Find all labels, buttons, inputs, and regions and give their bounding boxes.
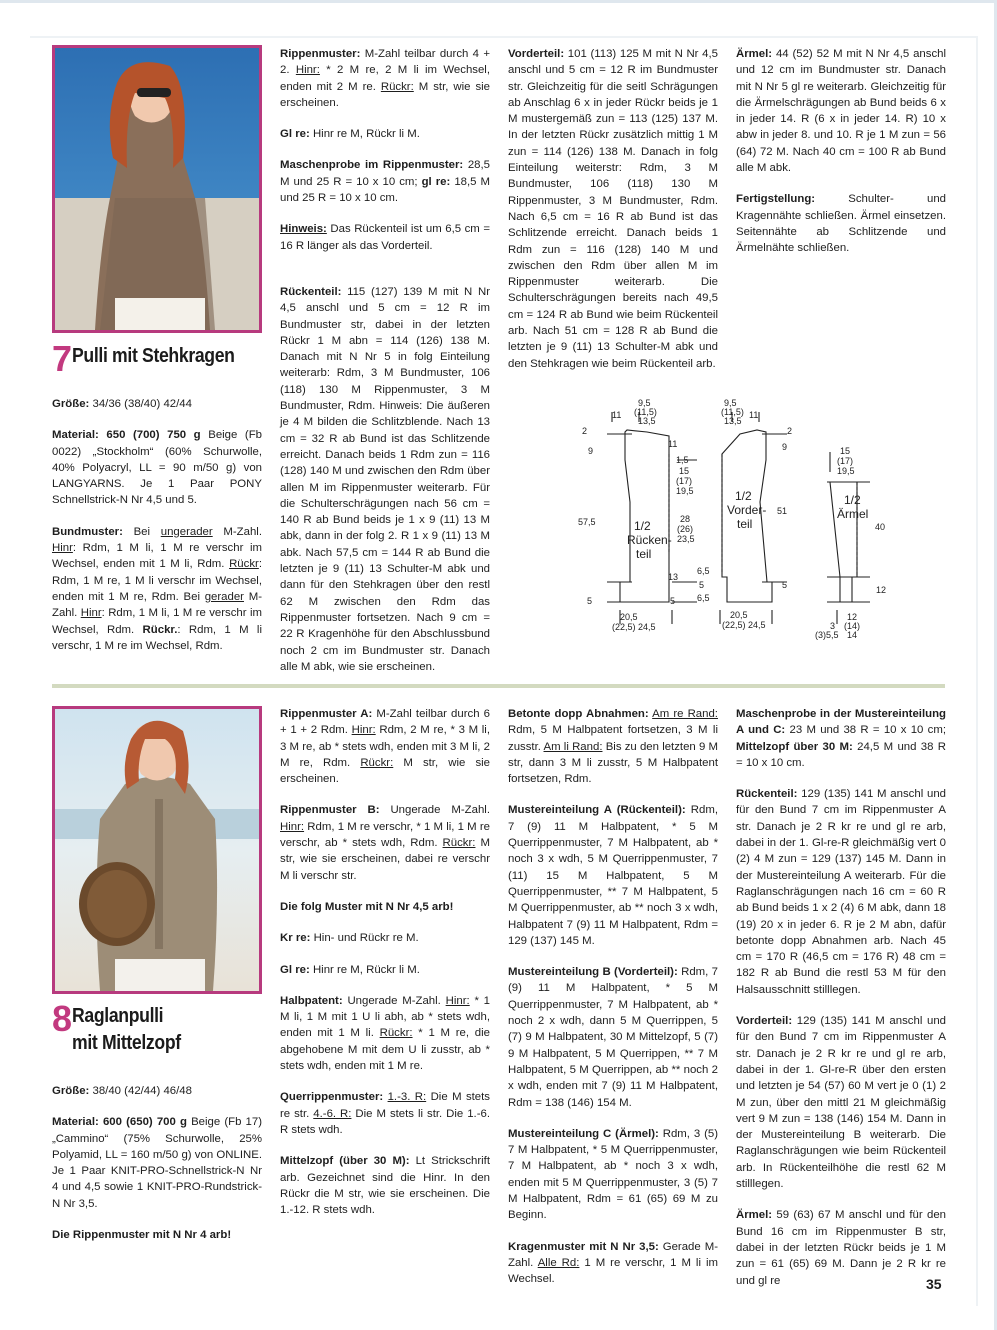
pattern8-title-line1: Raglanpulli	[72, 1004, 164, 1027]
p8-mp-label: Maschenprobe in der Mustereinteilung A und C:	[736, 708, 946, 737]
schem-m: 40	[875, 522, 886, 532]
schem-m: 9	[588, 446, 594, 456]
schem-m: 5	[670, 596, 676, 606]
p8-quer-r13: 1.-3. R:	[387, 1091, 427, 1104]
schem-m: 9	[782, 442, 788, 452]
schem-m: 1,5	[676, 455, 689, 465]
p7-ruecken-label: Rückenteil:	[280, 285, 342, 298]
p8-folg-muster: Die folg Muster mit N Nr 4,5 arb!	[280, 900, 454, 913]
p8-ripB-rueckr: Rückr:	[442, 837, 476, 850]
schem-m: (11,5)	[721, 407, 744, 417]
p7-rippen-rueckr: Rückr:	[380, 80, 414, 93]
schem-m: 15	[840, 446, 851, 456]
p8-bet-text: Rdm, 5 M Halbpatent fortsetzen, 3 M li zusstr.	[508, 724, 718, 753]
p8-bet-text: Bis zu den letzten 9 M str, dann 3 M li zusstr, 5 M Halbpatent fortsetzen, Rdm.	[508, 740, 718, 786]
p8-ripA-text: M-Zahl teilbar durch 6 + 1 + 2 Rdm.	[280, 708, 490, 737]
schem-m: (26)	[677, 524, 694, 534]
p8-krre-label: Kr re:	[280, 932, 311, 945]
schem-m: 23,5	[677, 534, 695, 544]
schem-m: 6,5	[697, 593, 710, 603]
p8-halb-label: Halbpatent:	[280, 994, 343, 1007]
p7-aermel-text: 44 (52) 52 M mit N Nr 4,5 anschl und 12 cm im Bundmuster str. Danach mit N Nr 5 gl re weiterarb. Gleichzeitig für die Ärmelschrägungen ab Bund beids 6 x in jeder 14. R (6 x in jeder 14. R) 10 x abw in jeder 8. und 10. R je 1 M zun = 56 (64) 72 M. Nach 40 cm = 100 R ab Bund alle M abk.	[736, 48, 947, 175]
p7-bund-hinr2: Hinr	[80, 607, 102, 620]
schem-m: (22,5) 24,5	[722, 620, 766, 630]
p8-mA-text: Rdm, 7 (9) 11 M Halbpatent, * 5 M Querrippenmuster, 7 M Halbpatent, ab * noch 3 x wdh, 5 M Querrippenmuster, 7 (11) 15 M Halbpatent, 5 M Querrippenmuster, ** 7 M Halbpatent, 5 M Querrippenmuster, ab ** noch 3 x wdh, Halbpatent 7 (9) 11 M Halbpatent, Rdm = 129 (137) 145 M.	[508, 804, 718, 947]
schem-m: 5	[587, 596, 593, 606]
p8-ripA-text: Rdm, 2 M re, * 3 M li, 3 M re, ab * stets wdh, enden mit 3 M li, 2 M re, Rdm.	[280, 724, 490, 769]
p7-hinweis-text: Das Rückenteil ist um 6,5 cm = 16 R länger als das Vorderteil.	[280, 223, 490, 252]
p7-bund-text: Bei	[133, 525, 151, 538]
photo-image-8	[55, 709, 259, 991]
pattern7-number: 7	[52, 338, 72, 379]
p7-groesse: 34/36 (38/40) 42/44	[92, 398, 192, 410]
schem-back-label-2: Rücken-	[627, 533, 672, 547]
p8-glre-text: Hinr re M, Rückr li M.	[312, 963, 420, 976]
p8-halb-text: * 1 M re, die abgehobene M mit dem U li zusstr, ab * stets wdh, enden mit 1 M re.	[280, 1027, 490, 1073]
schem-m: 51	[777, 506, 788, 516]
schem-m: 5	[782, 580, 788, 590]
p8-groesse-label: Größe:	[52, 1085, 90, 1097]
page-number: 35	[926, 1276, 942, 1292]
p8-bet-am-re: Am re Rand:	[652, 708, 718, 720]
p8-halb-text: * 1 M li, 1 M mit 1 U li abh, ab * stets wdh, enden mit 1 M li.	[280, 994, 491, 1040]
p7-vorder-text: 101 (113) 125 M mit N Nr 4,5 anschl und 5 cm = 12 R im Bundmuster str. Gleichzeitig für die seitl Schrägungen ab Anschlag 6 x in jeder Rückr beids je 1 M mustergemäß zun = 113 (125) 137 M. In der letzten Rückr zusätzlich mittig 1 M zun = 114 (126) 138 M. Danach in folg Einteilung weiterstr: Rdm, 3 M Bundmuster, 106 (118) 130 M Rippenmuster, 3 M Bundmuster, Rdm. Nach 6,5 cm = 16 R ab Bund ist das Schlitzende erreicht. Danach beids 1 Rdm zun = 116 (128) 140 M und zwischen den Rdm über allen M im Rippenmuster weiterarb. Die Schulterschrägungen bereits nach 49,5 cm = 124 R ab Bund wie beim Rückenteil arb. Nach 51 cm = 128 R ab Bund die letzten je 9 (11) 13 Schulter-M abk und den Stehkragen wie beim Rückenteil arb.	[508, 48, 718, 370]
schem-front-label-2: Vorder-	[727, 503, 767, 517]
pattern8-col2	[280, 706, 490, 1218]
p7-aermel-label: Ärmel:	[736, 48, 773, 60]
schem-m: 11	[612, 410, 622, 420]
schem-m: 2	[582, 426, 588, 436]
p7-material: Beige (Fb 0022) „Stockholm“ (60% Schurwolle, 40% Polyacryl, LL = 90 m/50 g) von LANGYARNS. Je 1 Paar PONY Schnellstrick-N Nr 4,5 und 5.	[52, 429, 262, 507]
p8-mA-label: Mustereinteilung A (Rückenteil):	[508, 804, 686, 817]
schem-sleeve-label-2: Ärmel	[837, 507, 869, 521]
schem-m: 28	[680, 514, 691, 524]
p8-quer-text: Die M stets re str.	[280, 1091, 491, 1120]
schem-m: (11,5)	[634, 407, 657, 417]
p7-bund-rueckr: Rückr	[229, 558, 259, 571]
p7-bund-text: : Rdm, 1 M re, 1 M li verschr im Wechsel, enden mit 1 M re, Rdm. Bei	[52, 558, 262, 603]
schematic-diagram	[572, 392, 902, 650]
p7-bund-label: Bundmuster:	[52, 525, 123, 538]
photo-pulli-stehkragen	[52, 45, 262, 333]
schem-m: 14	[847, 630, 858, 640]
pattern8-col1	[52, 1083, 262, 1243]
p7-rippen-hinr: Hinr:	[295, 64, 320, 77]
schem-m: (17)	[837, 456, 854, 466]
schem-m: 57,5	[578, 517, 596, 527]
schem-m: 20,5	[730, 610, 748, 620]
p8-mp-text: 23 M und 38 R = 10 x 10 cm;	[789, 724, 947, 737]
schem-m: 20,5	[620, 612, 638, 622]
p7-rippen-label: Rippenmuster:	[280, 48, 361, 60]
schem-m: (14)	[844, 621, 861, 631]
p7-bund-gerader: gerader	[204, 590, 244, 603]
p7-bund-ungerader: ungerader	[160, 525, 213, 538]
p7-maschen-text: 18,5 M und 25 R = 10 x 10 cm.	[280, 175, 491, 205]
p7-bund-text: M-Zahl.	[52, 590, 263, 620]
p8-quer-r46: 4.-6. R:	[313, 1107, 352, 1120]
p8-mp-text: 24,5 M und 38 R = 10 x 10 cm.	[736, 740, 947, 769]
p8-mB-text: Rdm, 7 (9) 11 M Halbpatent, * 5 M Querrippenmuster, 7 M Halbpatent, ab * noch 2 x wdh, dann 5 M Querrippen, 5 (7) 9 M Halbpatent, 30 M Mittelzopf, 5 (7) 9 M Halbpatent, 5 M Querrippen, ** 7 M Halbpatent, 5 M Querrippen, ab ** noch 2 x wdh, enden mit 7 (9) 11 M Halbpatent, Rdm = 138 (146) 154 M.	[508, 966, 719, 1109]
schem-m: 12	[876, 585, 887, 595]
schem-m: 2	[787, 426, 793, 436]
p8-halb-rueckr: Rückr:	[379, 1027, 413, 1040]
pattern8-col4	[736, 706, 946, 1289]
p7-fertig-text: Schulter- und Kragennähte schließen. Ärmel einsetzen. Seitennähte ab Schlitzende und Ärmelnähte schließen.	[736, 193, 946, 255]
p8-halb-text: Ungerade M-Zahl.	[347, 994, 441, 1007]
p8-ripB-label: Rippenmuster B:	[280, 804, 380, 817]
pattern7-title-text: Pulli mit Stehkragen	[72, 344, 235, 367]
p8-ruecken-text: 129 (135) 141 M anschl und für den Bund 7 cm im Rippenmuster A str. Danach je 2 R kr re und gl re arb, dabei in der 1. Gl-re-R gleichmäßig vert 0 (2) 4 M zun = 129 (137) 145 M. Dann in der Mustereinteilung A weiterarb. Für die Raglanschrägungen nach 16 cm = 60 R ab Bund beids 1 x 2 (4) 6 M abk, dann 18 (19) 20 x in jeder 6. R je 2 M abn, dafür betonte dopp Abnahmen arb. Nach 45 cm = 170 R (46,5 cm = 176 R) 48 cm = 182 R ab Bund die restl 53 M für den Halsausschnitt stilllegen.	[736, 788, 946, 996]
photo-raglanpulli	[52, 706, 262, 994]
schem-m: 12	[847, 612, 858, 622]
schem-m: 6,5	[697, 566, 710, 576]
schem-back-label-1: 1/2	[634, 519, 651, 533]
schem-m: (17)	[676, 476, 693, 486]
schem-m: 11	[749, 410, 759, 420]
pattern7-col4	[736, 46, 946, 257]
p8-kragen-alle: Alle Rd:	[537, 1256, 580, 1269]
p8-ripA-rueckr: Rückr:	[360, 756, 394, 769]
p8-mB-label: Mustereinteilung B (Vorderteil):	[508, 966, 678, 979]
p8-zopf-text: Lt Strickschrift arb. Gezeichnet sind die Hinr. In den Rückr die M str, wie sie erscheinen. Die 1.-12. R stets wdh.	[280, 1155, 491, 1217]
p7-gl-label: Gl re:	[280, 128, 310, 141]
schem-m: (22,5) 24,5	[612, 622, 656, 632]
schem-m: 19,5	[676, 486, 694, 496]
pattern8-number: 8	[52, 998, 72, 1039]
photo-image-7	[55, 48, 259, 330]
schem-m: 9,5	[638, 398, 651, 408]
p8-ripA-hinr: Hinr:	[351, 724, 376, 737]
schem-m: 15	[679, 466, 690, 476]
p7-material-label: Material: 650 (700) 750 g	[52, 429, 201, 442]
p8-rippen-nr4: Die Rippenmuster mit N Nr 4 arb!	[52, 1229, 232, 1242]
p8-vorder-label: Vorderteil:	[736, 1015, 793, 1028]
p7-fertig-label: Fertigstellung:	[736, 193, 816, 206]
pattern8-col3	[508, 706, 718, 1288]
p8-quer-label: Querrippenmuster:	[280, 1091, 384, 1104]
p8-ripA-label: Rippenmuster A:	[280, 708, 373, 720]
p8-mC-text: Rdm, 3 (5) 7 M Halbpatent, * 5 M Querrippenmuster, 7 M Halbpatent, ab * noch 3 x wdh, enden mit 5 M Querrippenmuster, 3 (5) 7 M Halbpatent, Rdm = 61 (65) 69 M zu Beginn.	[508, 1127, 718, 1222]
p7-bund-text: : Rdm, 1 M li verschr, 1 M re im Wechsel, Rdm.	[52, 623, 262, 652]
schem-m: 5	[699, 580, 705, 590]
schem-m: 11	[668, 439, 678, 449]
p8-glre-label: Gl re:	[280, 963, 310, 976]
schem-m: 3	[830, 621, 836, 631]
p8-kragen-text: 1 M re verschr, 1 M li im Wechsel.	[508, 1256, 718, 1286]
p7-bund-rueckr2: Rückr.	[142, 623, 178, 636]
p8-aermel-text: 59 (63) 67 M anschl und für den Bund 16 cm im Rippenmuster B str, dabei in der letzten Rückr beids je 1 M zun = 61 (65) 69 M. Dann je 2 R kr re und gl re	[736, 1209, 946, 1287]
schem-sleeve-label-1: 1/2	[844, 493, 861, 507]
pattern8-title-line2: mit Mittelzopf	[72, 1031, 181, 1054]
schem-front-label-1: 1/2	[735, 489, 752, 503]
p8-ripB-hinr: Hinr:	[280, 820, 305, 833]
pattern7-title	[52, 338, 262, 384]
schem-back-outline	[620, 430, 669, 602]
p8-ripB-text: Rdm, 1 M re verschr, * 1 M li, 1 M re verschr, ab * stets wdh, Rdm.	[280, 820, 490, 850]
p8-quer-text: Die M stets li str. Die 1.-6. R stets wdh.	[280, 1107, 491, 1136]
p8-vorder-text: 129 (135) 141 M anschl und für den Bund 7 cm im Rippenmuster A str. Danach je 2 R kr re und gl re arb, dabei in der 1. Gl-re-R über den ersten und letzten je 54 (57) 60 M vert je 0 (1) 2 M zun, über den mittl 21 M gleichmäßig vert 9 M zun = 138 (146) 154 M. Dann in der Mustereinteilung B weiterarb. Die Raglanschrägungen wie beim Rückenteil arb. In Rückenteilhöhe die restl 62 M stilllegen.	[736, 1015, 947, 1191]
p8-mC-label: Mustereinteilung C (Ärmel):	[508, 1127, 659, 1140]
p8-material-label: Material: 600 (650) 700 g	[52, 1116, 187, 1129]
schem-back-label-3: teil	[636, 547, 652, 561]
schem-m: 13	[668, 572, 679, 582]
p8-kragen-text: Gerade M-Zahl.	[508, 1240, 718, 1269]
schem-m: (3)5,5	[815, 630, 839, 640]
p8-betonte-label: Betonte dopp Abnahmen:	[508, 708, 649, 720]
p7-maschen-gl: gl re:	[421, 175, 451, 188]
p7-bund-text: : Rdm, 1 M li, 1 M re verschr im Wechsel, enden mit 1 M li, Rdm.	[52, 542, 262, 571]
p8-zopf-label: Mittelzopf (über 30 M):	[280, 1155, 410, 1168]
section-divider	[52, 684, 945, 688]
p7-vorder-label: Vorderteil:	[508, 48, 565, 60]
p7-maschen-label: Maschenprobe im Rippenmuster:	[280, 159, 464, 172]
pattern8-title	[52, 998, 262, 1060]
pattern7-col2	[280, 46, 490, 675]
schem-m: 13,5	[638, 416, 656, 426]
p7-gl-text: Hinr re M, Rückr li M.	[312, 128, 420, 141]
schem-m: 9,5	[724, 398, 737, 408]
p8-kragen-label: Kragenmuster mit N Nr 3,5:	[508, 1240, 659, 1253]
p8-groesse: 38/40 (42/44) 46/48	[92, 1085, 192, 1097]
p8-aermel-label: Ärmel:	[736, 1209, 773, 1222]
p8-halb-hinr: Hinr:	[445, 994, 470, 1007]
p7-ruecken-text: 115 (127) 139 M mit N Nr 4,5 anschl und 5 cm = 12 R im Bundmuster str, dabei in der letzten Rückr 1 M abn = 114 (126) 138 M. Danach mit N Nr 5 in folg Einteilung weiterarb: Rdm, 3 M Bundmuster, 106 (118) 130 M Rippenmuster, 3 M Bundmuster, Rdm. Hinweis: Die äußeren je 4 M bilden die Schlitzblende. Nach 13 cm = 32 R ab Bund ist das Schlitzende erreicht. Danach beids 1 Rdm zun = 116 (128) 140 M und zwischen den Rdm über allen M im Rippenmuster weiterarb. Für die Schulterschrägungen nach 56 cm = 140 R ab Bund beids je 1 x 9 (11) 13 M abk, dann in der folg 2. R 1 x 9 (11) 13 M abk. Nach 57,5 cm = 144 R ab Bund die letzten je 9 (11) 13 Schulter-M abk und dann für den Stehkragen über den restl 62 M zwischen den Rdm das Rippenmuster fortsetzen. Nach 9 cm = 22 R Kragenhöhe für den Abschlussbund noch 2 cm im Bundmuster str. Danach alle M abk, wie sie erscheinen.	[280, 285, 490, 673]
p8-krre-text: Hin- und Rückr re M.	[313, 932, 419, 945]
p7-rippen-text: M str, wie sie erscheinen.	[280, 80, 491, 109]
p7-rippen-text: M-Zahl teilbar durch 4 + 2.	[280, 48, 490, 77]
p7-rippen-text: * 2 M re, 2 M li im Wechsel, enden mit 2 M re.	[280, 64, 491, 93]
p7-bund-text: : Rdm, 1 M li, 1 M re verschr im Wechsel, Rdm.	[52, 607, 262, 636]
p7-maschen-text: 28,5 M und 25 R = 10 x 10 cm;	[280, 159, 490, 188]
p7-bund-hinr: Hinr	[52, 542, 73, 555]
p7-bund-text: M-Zahl.	[223, 525, 262, 538]
schem-m: 13,5	[724, 416, 742, 426]
p7-groesse-label: Größe:	[52, 398, 90, 410]
p8-ruecken-label: Rückenteil:	[736, 788, 798, 801]
p8-ripB-text: Ungerade M-Zahl.	[390, 804, 490, 817]
p7-hinweis-label: Hinweis:	[280, 223, 327, 236]
pattern7-col1	[52, 396, 262, 654]
p8-bet-am-li: Am li Rand:	[543, 740, 603, 753]
p8-ripA-text: M str, wie sie erscheinen.	[280, 756, 491, 786]
p8-ripB-text: M str, wie sie erscheinen, dabei re verschr M li verschr str.	[280, 837, 491, 882]
schem-front-label-3: teil	[737, 517, 753, 531]
p8-mp-zopf: Mittelzopf über 30 M:	[736, 740, 853, 753]
p8-material: Beige (Fb 17) „Cammino“ (75% Schurwolle, 25% Polyamid, LL = 160 m/50 g) von ONLINE. Je 1 Paar KNIT-PRO-Schnellstrick-N Nr 4 und 4,5 sowie 1 KNIT-PRO-Rundstrick-N Nr 3,5.	[52, 1116, 263, 1210]
pattern7-col3	[508, 46, 718, 372]
schem-m: 19,5	[837, 466, 855, 476]
